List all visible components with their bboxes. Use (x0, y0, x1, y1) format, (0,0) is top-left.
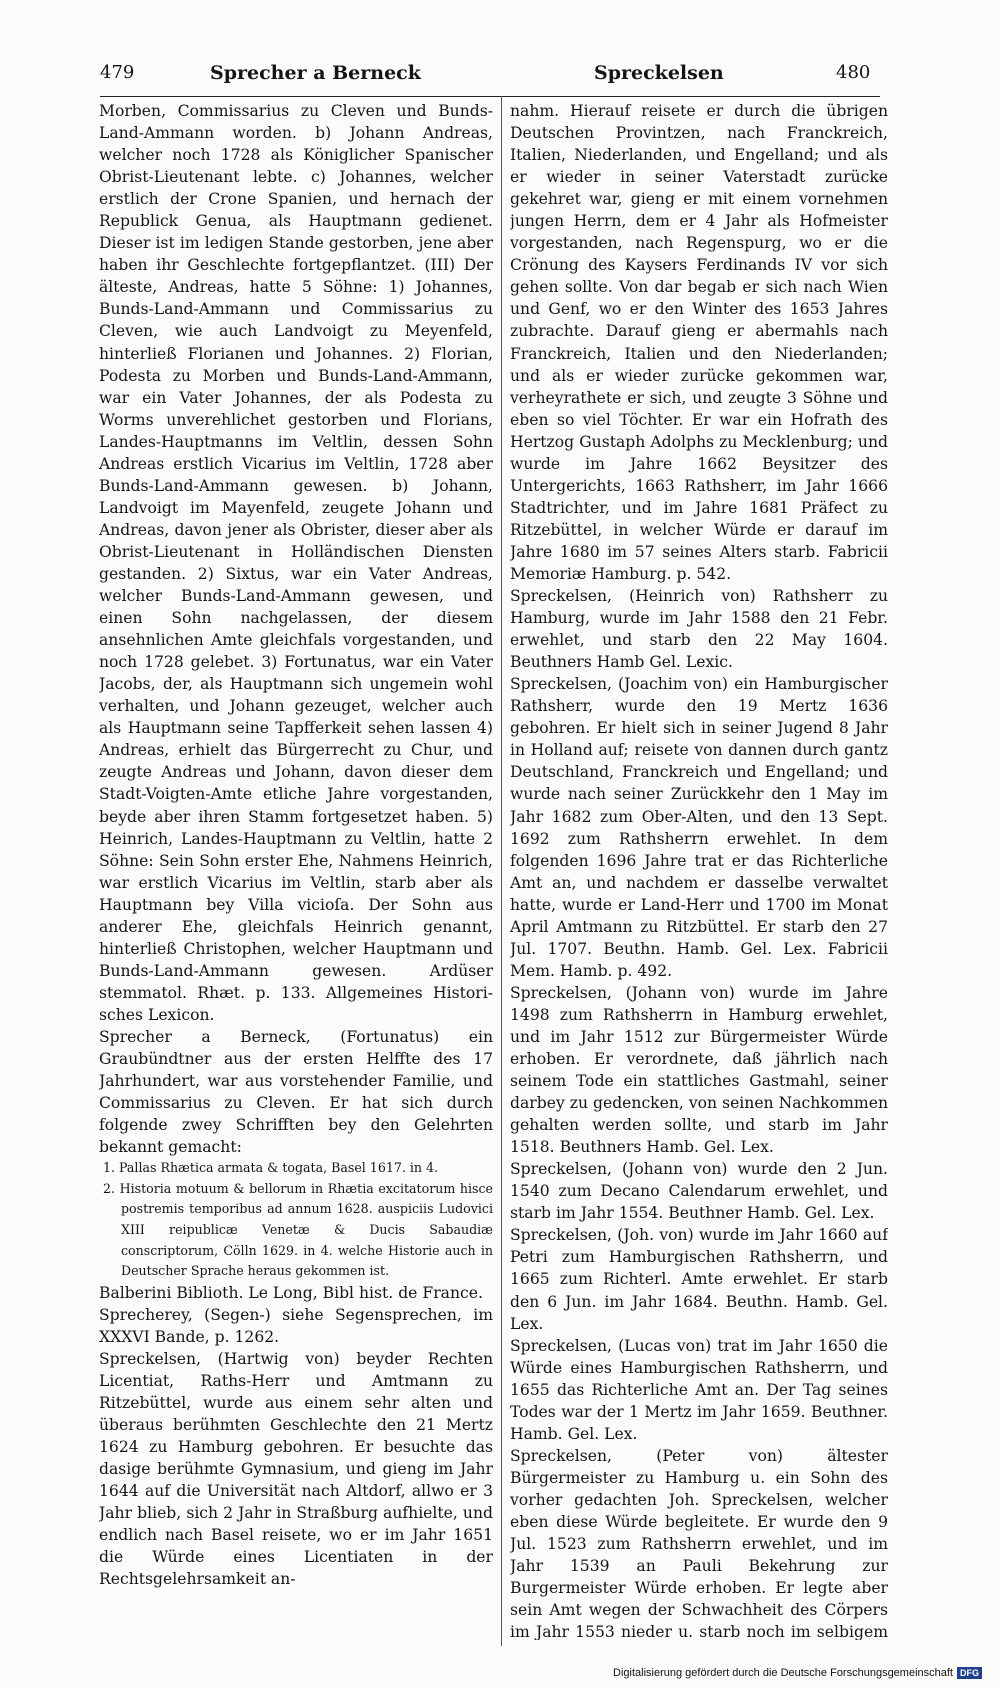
entry-spreckelsen-lucas: Spreckelsen, (Lucas von) trat im Jahr 1650 die Würde eines Hamburgischen Rathsherrn, und 1655 das Richterliche Amt an. Der Tag seines Todes war der 1 Mertz im Jahr 1659. Beuthner. Hamb. Gel. Lex. (510, 1336, 888, 1443)
entry-spreckelsen-hartwig: Spreckelsen, (Hartwig von) beyder Rechten Licentiat, Raths-Herr und Amtmann zu Ritzebüttel, wurde aus einem sehr alten und überaus berühmten Geschlechte den 21 Mertz 1624 zu Hamburg gebohren. Er besuchte das dasige berühmte Gymnasium, und gieng im Jahr 1644 auf die Universität nach Altdorf, allwo er 3 Jahr blieb, sich 2 Jahr in Straßburg aufhielte, und endlich nach Basel reisete, wo er im Jahr 1651 die Würde eines Licentiaten in der Rechtsgelehrsamkeit an- (99, 1349, 493, 1589)
entry-spreckelsen-heinrich: Spreckelsen, (Heinrich von) Rathsherr zu Hamburg, wurde im Jahr 1588 den 21 Febr. erwehlet, und starb den 22 May 1604. Beuthners Hamb Gel. Lexic. (510, 587, 888, 672)
citation-line: Balberini Biblioth. Le Long, Bibl hist. de France. (99, 1283, 483, 1302)
right-paragraph-continuation: nahm. Hierauf reisete er durch die übrigen Deutschen Provintzen, nach Franckreich, Italien, Niederlanden, und Engelland; und als er wieder in seiner Vaterstadt zurücke gekehret war, gieng er mit einem vornehmen jungen Herrn, dem er 4 Jahr als Hofmeister vorgestanden, nach Regenspurg, wo er die Crönung des Kaysers Ferdinands IV vor sich gehen sollte. Von dar begab er sich nach Wien und Genf, wo er den Winter des 1653 Jahres zubrachte. Darauf gieng er abermahls nach Franckreich, Italien und den Niederlanden; und als er wieder zurücke gekommen war, verheyrathete er sich, und zeugte 3 Söhne und eben so viel Töchter. Er war ein Hofrath des Hertzog Gustaph Adolphs zu Mecklenburg; und wurde im Jahre 1662 Beysitzer des Untergerichts, 1663 Rathsherr, im Jahr 1666 Stadtrichter, und im Jahre 1681 Präfect zu Ritzebüttel, in welcher Würde er darauf im Jahre 1680 im 57 seines Alters starb. Fabricii Memoriæ Hamburg. p. 542. (510, 102, 888, 583)
left-column (99, 100, 493, 1640)
entry-sprecherey: Sprecherey, (Segen-) siehe Segensprechen, im XXXVI Bande, p. 1262. (99, 1305, 493, 1346)
right-running-title: Spreckelsen (594, 62, 724, 84)
entry-spreckelsen-peter-1523: Spreckelsen, (Peter von) ältester Bürgermeister zu Hamburg u. ein Sohn des vorher gedachten Joh. Spreckelsen, welcher eben diese Würde begleitete. Er wurde den 9 Jul. 1523 zum Rathsherrn erwehlet, und im Jahr 1539 an Pauli Bekehrung zur Burgermeister Würde erhoben. Er legte aber sein Amt wegen der Schwachheit des Cörpers im Jahr 1553 nieder u. starb noch im selbigem (510, 1446, 888, 1640)
entry-spreckelsen-joh-1660: Spreckelsen, (Joh. von) wurde im Jahr 1660 auf Petri zum Hamburgischen Rathsherrn, und 1665 zum Richterl. Amte erwehlet. Er starb den 6 Jun. im Jahr 1684. Beuthn. Hamb. Gel. Lex. (510, 1226, 888, 1333)
list-item: 2. Historia motuum & bellorum in Rhætia excitatorum hisce postremis temporibus ad annum 1628. auspiciis Ludovici XIII reipublicæ Venetæ & Ducis Sabaudiæ conscriptorum, Cölln 1629. in 4. welche Historie auch in Deutscher Sprache heraus gekommen ist. (103, 1180, 493, 1279)
entry-spreckelsen-joachim: Spreckelsen, (Joachim von) ein Hamburgischer Rathsherr, wurde den 19 Mertz 1636 gebohren. Er hielt sich in seiner Jugend 8 Jahr in Holland auf; reisete von dannen durch gantz Deutschland, Franckreich und Engelland; und wurde nach seiner Zurückkehr den 1 May im Jahr 1682 zum Ober-Alten, und den 13 Sept. 1692 zum Rathsherrn erwehlet. In dem folgenden 1696 Jahre trat er das Richterliche Amt an, und nachdem er dasselbe verwaltet hatte, wurde er Land-Herr und 1700 im Monat April Amtmann zu Ritzbüttel. Er starb den 27 Jul. 1707. Beuthn. Hamb. Gel. Lex. Fabricii Mem. Hamb. p. 492. (510, 675, 888, 980)
left-running-title: Sprecher a Berneck (210, 62, 421, 84)
entry-spreckelsen-johann-1498: Spreckelsen, (Johann von) wurde im Jahre 1498 zum Rathsherrn in Hamburg erwehlet, und im Jahr 1512 zur Bürgermeister Würde erhoben. Er verordnete, daß jährlich nach seinem Tode ein stattliches Gastmahl, seiner darbey zu gedencken, von seinen Nachkommen gehalten werden sollte, und starb im Jahr 1518. Beuthners Hamb. Gel. Lex. (510, 983, 888, 1157)
left-page-number: 479 (100, 62, 135, 83)
list-item: 1. Pallas Rhætica armata & togata, Basel 1617. in 4. (103, 1160, 439, 1176)
entry-spreckelsen-johann-1540: Spreckelsen, (Johann von) wurde den 2 Jun. 1540 zum Decano Calendarum erwehlet, und starb im Jahr 1554. Beuthner Hamb. Gel. Lex. (510, 1160, 888, 1223)
entry-sprecher-fortunatus: Sprecher a Berneck, (Fortunatus) ein Graubündtner aus der ersten Helffte des 17 Jahrhundert, war aus vorstehender Familie, und Commissarius zu Cleven. Er hat sich durch folgende zwey Schrifften bey den Gelehrten bekannt gemacht: (99, 1027, 493, 1157)
dfg-logo: DFG (957, 1667, 982, 1679)
footer-text: Digitalisierung gefördert durch die Deutsche Forschungsgemeinschaft (613, 1666, 953, 1679)
right-page-number: 480 (836, 62, 871, 83)
right-column (510, 100, 888, 1640)
column-divider (501, 96, 502, 1646)
digitization-footer (613, 1667, 982, 1679)
header-rule (100, 96, 880, 97)
left-paragraph-continuation: Morben, Commissarius zu Cleven und Bunds-Land-Ammann worden. b) Johann Andreas, welcher noch 1728 als Königlicher Spanischer Obrist-Lieutenant lebte. c) Johannes, welcher erstlich der Crone Spanien, und hernach der Republick Genua, als Hauptmann gedienet. Dieser ist im ledigen Stande gestorben, jene aber haben ihr Geschlechte fortgepflantzet. (III) Der älteste, Andreas, hatte 5 Söhne: 1) Johannes, Bunds-Land-Ammann und Commissarius zu Cleven, wie auch Landvoigt zu Meyenfeld, hinterließ Florianen und Johannes. 2) Florian, Podesta zu Morben und Bunds-Land-Ammann, war ein Vater Johannes, der als Podesta zu Worms unverehlichet gestorben und Florians, Landes-Hauptmanns im Veltlin, dessen Sohn Andreas erstlich Vicarius im Veltlin, 1728 aber Bunds-Land-Ammann gewesen. b) Johann, Landvoigt im Mayenfeld, zeugete Johann und Andreas, davon jener als Obrister, dieser aber als Obrist-Lieutenant in Holländischen Diensten gestanden. 2) Sixtus, war ein Vater Andreas, welcher Bunds-Land-Ammann gewesen, und einen Sohn nachgelassen, der diesem ansehnlichen Amte gleichfals vorgestanden, und noch 1728 gelebet. 3) Fortunatus, war ein Vater Jacobs, der, als Hauptmann sich ungemein wohl verhalten, und Johann gezeuget, welcher auch als Hauptmann seine Tapfferkeit sehen lassen 4) Andreas, erhielt das Bürgerrecht zu Chur, und zeugte Andreas und Johann, davon dieser dem Stadt-Voigten-Amte etliche Jahre vorgestanden, beyde aber ihren Stamm fortgesetzet haben. 5) Heinrich, Landes-Hauptmann zu Veltlin, hatte 2 Söhne: Sein Sohn erster Ehe, Nahmens Heinrich, war erstlich Vicarius im Veltlin, starb aber als Hauptmann bey Villa vicioſa. Der Sohn aus anderer Ehe, gleichfals Heinrich genannt, hinterließ Christophen, welcher Hauptmann und Bunds-Land-Ammann gewesen. Ardüser stemmatol. Rhæt. p. 133. Allgemeines Histori-sches Lexicon. (99, 102, 493, 1024)
